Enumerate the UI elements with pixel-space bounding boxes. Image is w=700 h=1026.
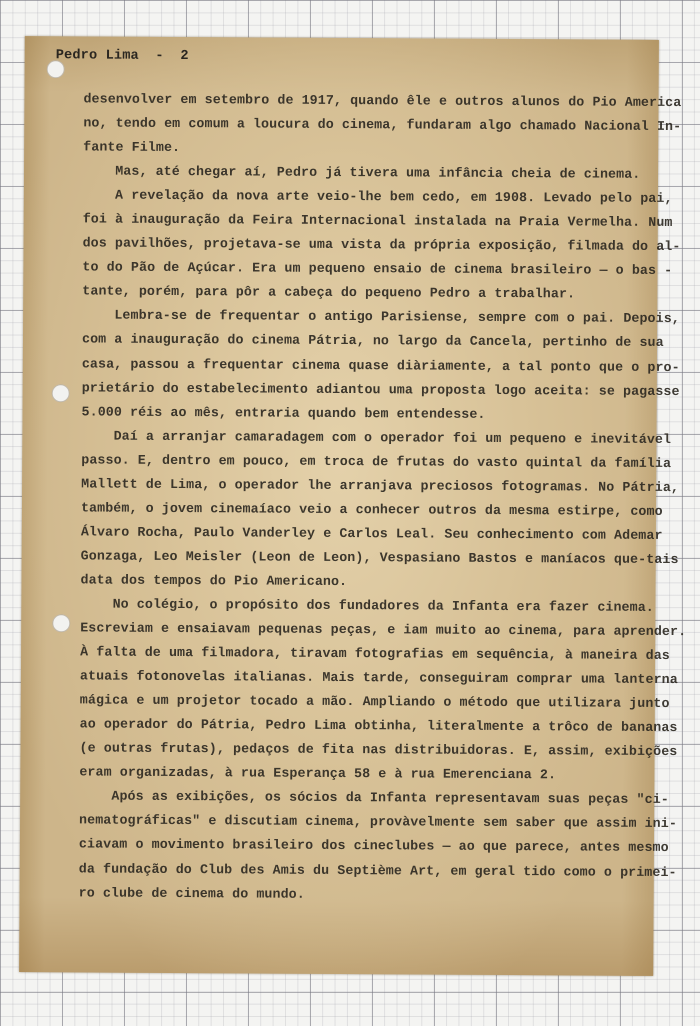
text-line: Daí a arranjar camaradagem com o operador foi um pequeno e inevitável xyxy=(113,428,672,447)
text-line: A revelação da nova arte veio-lhe bem cedo, em 1908. Levado pelo pai, xyxy=(115,187,673,207)
punch-hole-middle xyxy=(52,384,70,402)
text-line: foi à inauguração da Feira Internacional instalada na Praia Vermelha. Num xyxy=(82,211,673,231)
text-line: No colégio, o propósito dos fundadores da Infanta era fazer cinema. xyxy=(112,596,654,615)
punch-hole-lower xyxy=(52,614,70,632)
text-line: dos pavilhões, projetava-se uma vista da própria exposição, filmada do al- xyxy=(82,235,681,255)
page-body xyxy=(78,87,687,908)
text-line: nematográficas" e discutiam cinema, provàvelmente sem saber que assim ini- xyxy=(79,812,678,832)
text-line: (e outras frutas), pedaços de fita nas distribuidoras. E, assim, exibições xyxy=(79,740,678,760)
text-line: com a inauguração do cinema Pátria, no largo da Cancela, pertinho de sua xyxy=(81,331,664,351)
text-line: da fundação do Club des Amis du Septième Art, em geral tido como o primei- xyxy=(78,860,677,880)
text-line: Lembra-se de frequentar o antigo Parisiense, sempre com o pai. Depois, xyxy=(114,308,680,327)
text-line: casa, passou a frequentar cinema quase diàriamente, a tal ponto que o pro- xyxy=(81,355,680,375)
text-line: Álvaro Rocha, Paulo Vanderley e Carlos Leal. Seu conhecimento com Ademar xyxy=(80,524,663,543)
text-line: 5.000 réis ao mês, entraria quando bem entendesse. xyxy=(81,404,486,422)
text-line: também, o jovem cinemaíaco veio a conhecer outros da mesma estirpe, como xyxy=(80,500,663,519)
text-line: ciavam o movimento brasileiro dos cineclubes — ao que parece, antes mesmo xyxy=(78,836,669,856)
text-line: eram organizadas, à rua Esperança 58 e à rua Emerenciana 2. xyxy=(79,764,557,783)
text-line: to do Pão de Açúcar. Era um pequeno ensaio de cinema brasileiro — o bas - xyxy=(82,259,673,279)
text-line: À falta de uma filmadora, tiravam fotografias em sequência, à maneira das xyxy=(80,644,670,664)
text-line: Gonzaga, Leo Meisler (Leon de Leon), Vespasiano Bastos e maníacos que-tais xyxy=(80,548,679,567)
text-line: Após as exibições, os sócios da Infanta representavam suas peças "ci- xyxy=(111,788,669,808)
text-line: passo. E, dentro em pouco, em troca de frutas do vasto quintal da família xyxy=(81,452,672,471)
text-line: Escreviam e ensaiavam pequenas peças, e iam muito ao cinema, para aprender. xyxy=(80,620,687,640)
text-line: Mallett de Lima, o operador lhe arranjava preciosos fotogramas. No Pátria, xyxy=(81,476,680,495)
page-header: Pedro Lima - 2 xyxy=(55,48,189,65)
typewritten-page xyxy=(19,36,687,976)
text-line: no, tendo em comum a loucura do cinema, fundaram algo chamado Nacional In- xyxy=(83,115,682,135)
text-line: prietário do estabelecimento adiantou uma proposta logo aceita: se pagasse xyxy=(81,379,680,399)
text-line: mágica e um projetor tocado a mão. Ampliando o método que utilizara junto xyxy=(79,692,670,712)
text-line: desenvolver em setembro de 1917, quando êle e outros alunos do Pio America xyxy=(83,91,682,111)
text-line: tante, porém, para pôr a cabeça do pequeno Pedro a trabalhar. xyxy=(82,283,576,302)
text-line: atuais fotonovelas italianas. Mais tarde, conseguiram comprar uma lanterna xyxy=(79,668,678,688)
text-line: Mas, até chegar aí, Pedro já tivera uma infância cheia de cinema. xyxy=(115,163,641,182)
text-line: ro clube de cinema do mundo. xyxy=(78,884,305,902)
text-line: data dos tempos do Pio Americano. xyxy=(80,572,348,589)
text-line: ao operador do Pátria, Pedro Lima obtinha, literalmente a trôco de bananas xyxy=(79,716,678,736)
text-line: fante Filme. xyxy=(83,139,181,156)
